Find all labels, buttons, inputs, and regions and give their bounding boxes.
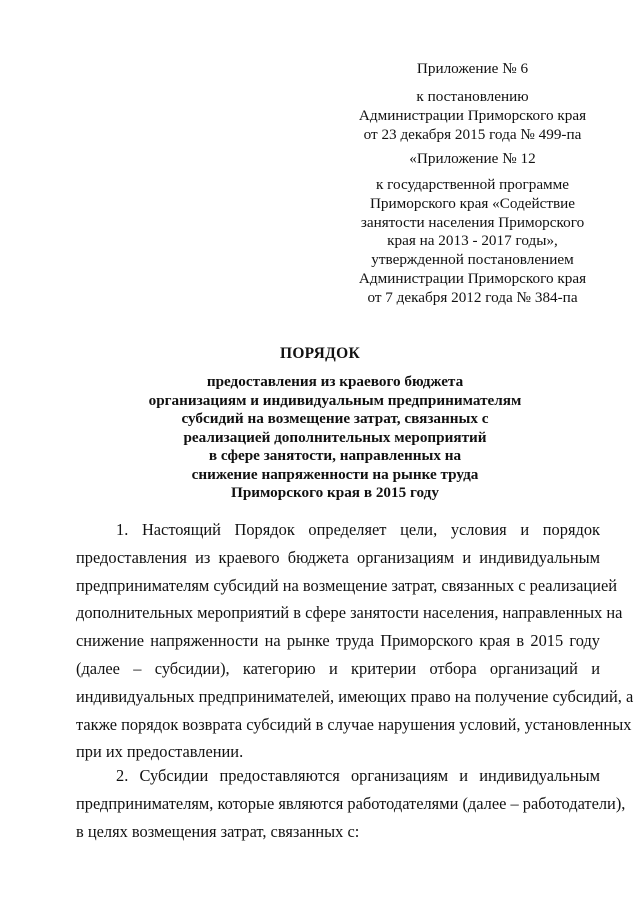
subtitle-line: снижение напряженности на рынке труда bbox=[191, 465, 479, 483]
paragraph-2 bbox=[76, 762, 626, 845]
inner-appendix-line: края на 2013 - 2017 годы», bbox=[387, 232, 558, 250]
inner-appendix-reference bbox=[345, 176, 600, 308]
appendix-title: Приложение № 6 bbox=[416, 60, 529, 77]
inner-appendix-header bbox=[345, 150, 600, 169]
paragraph-line: 1. Настоящий Порядок определяет цели, условия и порядок bbox=[116, 520, 600, 539]
inner-appendix-line: от 7 декабря 2012 года № 384-па bbox=[367, 288, 578, 306]
document-subtitle bbox=[100, 373, 570, 503]
subtitle-line: в сфере занятости, направленных на bbox=[208, 447, 462, 464]
paragraph-line: предпринимателям, которые являются работодателями (далее – работодатели), bbox=[76, 793, 626, 813]
paragraph-line: снижение напряженности на рынке труда Приморского края в 2015 году bbox=[76, 631, 600, 651]
inner-appendix-line: утвержденной постановлением bbox=[371, 251, 574, 269]
inner-appendix-line: Администрации Приморского края bbox=[358, 269, 587, 287]
subtitle-line: организациям и индивидуальным предпринимателям bbox=[148, 391, 522, 409]
appendix-line: от 23 декабря 2015 года № 499-па bbox=[363, 125, 582, 143]
inner-appendix-line: Приморского края «Содействие bbox=[369, 194, 576, 212]
appendix-header bbox=[345, 60, 600, 79]
document-title: ПОРЯДОК bbox=[279, 345, 361, 362]
paragraph-line: дополнительных мероприятий в сфере занятости населения, направленных на bbox=[76, 603, 623, 623]
inner-appendix-line: к государственной программе bbox=[375, 176, 570, 193]
paragraph-line: (далее – субсидии), категорию и критерии отбора организаций и bbox=[76, 658, 600, 678]
inner-appendix-line: занятости населения Приморского bbox=[360, 213, 585, 231]
paragraph-line: 2. Субсидии предоставляются организациям и индивидуальным bbox=[116, 766, 600, 785]
paragraph-line: индивидуальных предпринимателей, имеющих право на получение субсидий, а bbox=[76, 686, 634, 706]
appendix-reference bbox=[345, 88, 600, 144]
subtitle-line: Приморского края в 2015 году bbox=[231, 484, 439, 501]
paragraph-line: при их предоставлении. bbox=[76, 742, 244, 762]
paragraph-line: также порядок возврата субсидий в случае нарушения условий, установленных bbox=[76, 714, 632, 734]
appendix-line: Администрации Приморского края bbox=[358, 106, 587, 124]
paragraph-line: предпринимателям субсидий на возмещение затрат, связанных с реализацией bbox=[76, 575, 618, 595]
subtitle-line: предоставления из краевого бюджета bbox=[206, 373, 464, 390]
subtitle-line: реализацией дополнительных мероприятий bbox=[183, 428, 487, 446]
paragraph-1 bbox=[76, 516, 634, 766]
subtitle-line: субсидий на возмещение затрат, связанных с bbox=[181, 410, 489, 427]
appendix-line: к постановлению bbox=[416, 88, 529, 105]
inner-appendix-title: «Приложение № 12 bbox=[409, 150, 536, 167]
paragraph-line: предоставления из краевого бюджета организациям и индивидуальным bbox=[76, 547, 600, 567]
paragraph-line: в целях возмещения затрат, связанных с: bbox=[76, 821, 360, 841]
